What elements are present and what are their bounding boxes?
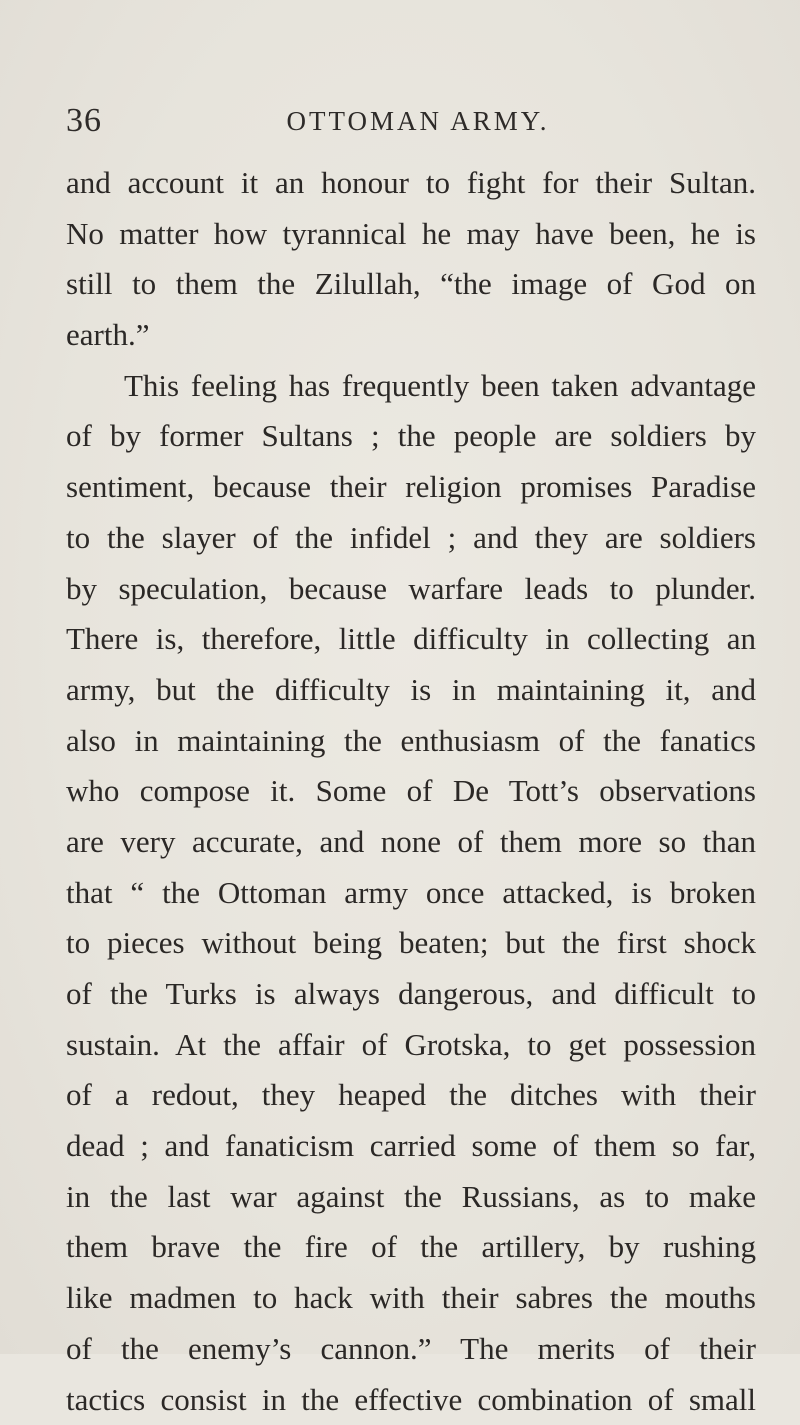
text-line: in the last war against the Russians, as to make — [66, 1172, 756, 1223]
text-line: like madmen to hack with their sabres the mouths — [66, 1273, 756, 1324]
text-line: of the Turks is always dangerous, and difficult to — [66, 969, 756, 1020]
text-line: are very accurate, and none of them more so than — [66, 817, 756, 868]
text-line: of the enemy’s cannon.” The merits of their — [66, 1324, 756, 1375]
text-line: This feeling has frequently been taken advantage — [66, 361, 756, 412]
text-line: who compose it. Some of De Tott’s observations — [66, 766, 756, 817]
page-number: 36 — [66, 104, 102, 138]
text-line: earth.” — [66, 310, 756, 361]
text-line: dead ; and fanaticism carried some of them so far, — [66, 1121, 756, 1172]
text-line: tactics consist in the effective combination of small — [66, 1375, 756, 1425]
text-line: sustain. At the affair of Grotska, to get possession — [66, 1020, 756, 1071]
text-line: also in maintaining the enthusiasm of the fanatics — [66, 716, 756, 767]
body-text — [66, 158, 756, 1425]
text-line: and account it an honour to fight for their Sultan. — [66, 158, 756, 209]
text-line: of a redout, they heaped the ditches with their — [66, 1070, 756, 1121]
running-title: OTTOMAN ARMY. — [118, 106, 718, 136]
text-line: to pieces without being beaten; but the first shock — [66, 918, 756, 969]
text-line: that “ the Ottoman army once attacked, is broken — [66, 868, 756, 919]
text-line: them brave the fire of the artillery, by rushing — [66, 1222, 756, 1273]
text-line: army, but the difficulty is in maintaining it, and — [66, 665, 756, 716]
text-line: of by former Sultans ; the people are soldiers by — [66, 411, 756, 462]
text-line: to the slayer of the infidel ; and they are soldiers — [66, 513, 756, 564]
page-header — [66, 104, 756, 144]
text-line: by speculation, because warfare leads to plunder. — [66, 564, 756, 615]
text-line: sentiment, because their religion promises Paradise — [66, 462, 756, 513]
text-line: There is, therefore, little difficulty in collecting an — [66, 614, 756, 665]
text-line: No matter how tyrannical he may have been, he is — [66, 209, 756, 260]
text-line: still to them the Zilullah, “the image of God on — [66, 259, 756, 310]
